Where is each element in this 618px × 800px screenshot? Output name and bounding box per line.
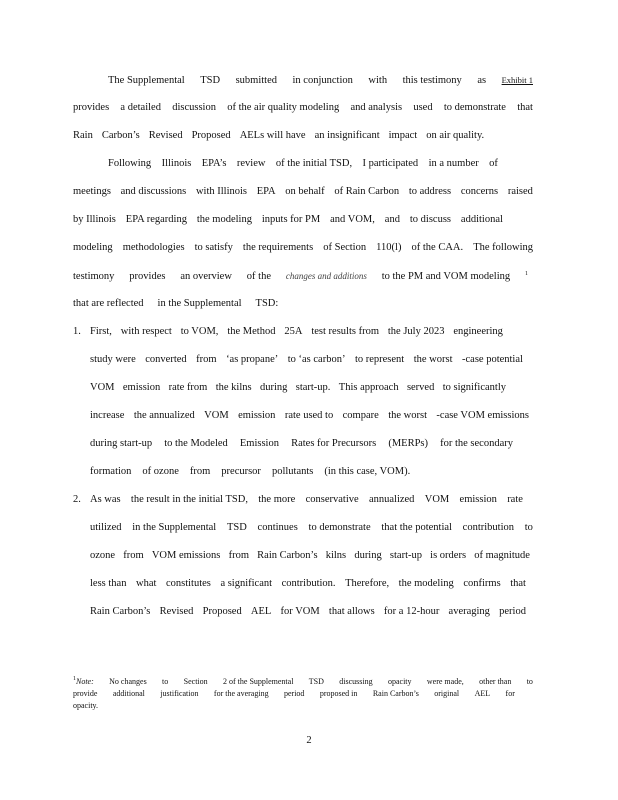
p2-line-4: modeling methodologies to satisfy the requirements of Section 110(l) of the CAA. The following	[73, 242, 533, 253]
p2-line-6: that are reflected in the Supplemental TSD:	[73, 298, 279, 309]
item2-line-4: less than what constitutes a significant contribution. Therefore, the modeling confirms that	[90, 578, 526, 589]
footnote-line-2: provide additional justification for the averaging period proposed in Rain Carbon’s original AEL for	[73, 689, 515, 698]
item1-line-6: formation of ozone from precursor pollutants (in this case, VOM).	[90, 466, 411, 477]
p1-line-3: Rain Carbon’s Revised Proposed AELs will have an insignificant impact on air quality.	[73, 130, 485, 141]
item2-line-1: As was the result in the initial TSD, the more conservative annualized VOM emission rate	[90, 494, 523, 505]
item1-line-5: during start-up to the Modeled Emission Rates for Precursors (MERPs) for the secondary	[90, 438, 513, 449]
p2-line-2: meetings and discussions with Illinois EPA on behalf of Rain Carbon to address concerns raised	[73, 186, 533, 197]
italic-phrase: changes and additions	[285, 271, 367, 281]
p1-line-1: The Supplemental TSD submitted in conjunction with this testimony as Exhibit 1	[108, 75, 533, 86]
p2-line-3: by Illinois EPA regarding the modeling inputs for PM and VOM, and to discuss additional	[73, 214, 503, 225]
exhibit-reference: Exhibit 1	[501, 75, 533, 85]
item2-line-2: utilized in the Supplemental TSD continues to demonstrate that the potential contribution to	[90, 522, 533, 533]
footnote-reference: 1	[525, 271, 528, 277]
footnote-label: $^1$Note:	[73, 676, 94, 686]
item2-line-5: Rain Carbon’s Revised Proposed AEL for VOM that allows for a 12-hour averaging period	[90, 606, 526, 617]
p2-line-1: Following Illinois EPA’s review of the initial TSD, I participated in a number of	[108, 158, 498, 169]
footnote-line-3: opacity.	[73, 701, 99, 710]
item1-line-3: VOM emission rate from the kilns during start-up. This approach served to significantly	[90, 382, 506, 393]
p1-line-2: provides a detailed discussion of the air quality modeling and analysis used to demonstrate that	[73, 102, 533, 113]
item1-line-1: First, with respect to VOM, the Method 25A test results from the July 2023 engineering	[90, 326, 503, 337]
list-number-2: 2.	[73, 494, 81, 505]
page-number: 2	[306, 735, 312, 746]
list-number-1: 1.	[73, 326, 81, 337]
p2-line-5: testimony provides an overview of the changes and additions to the PM and VOM modeling 1	[73, 270, 528, 284]
item1-line-2: study were converted from ‘as propane’ to ‘as carbon’ to represent the worst -case potential	[90, 354, 523, 365]
item2-line-3: ozone from VOM emissions from Rain Carbon’s kilns during start-up is orders of magnitude	[90, 550, 530, 561]
footnote-line-1: $^1$Note: No changes to Section 2 of the Supplemental TSD discussing opacity were made, other than to	[73, 677, 533, 689]
item1-line-4: increase the annualized VOM emission rate used to compare the worst -case VOM emissions	[90, 410, 529, 421]
